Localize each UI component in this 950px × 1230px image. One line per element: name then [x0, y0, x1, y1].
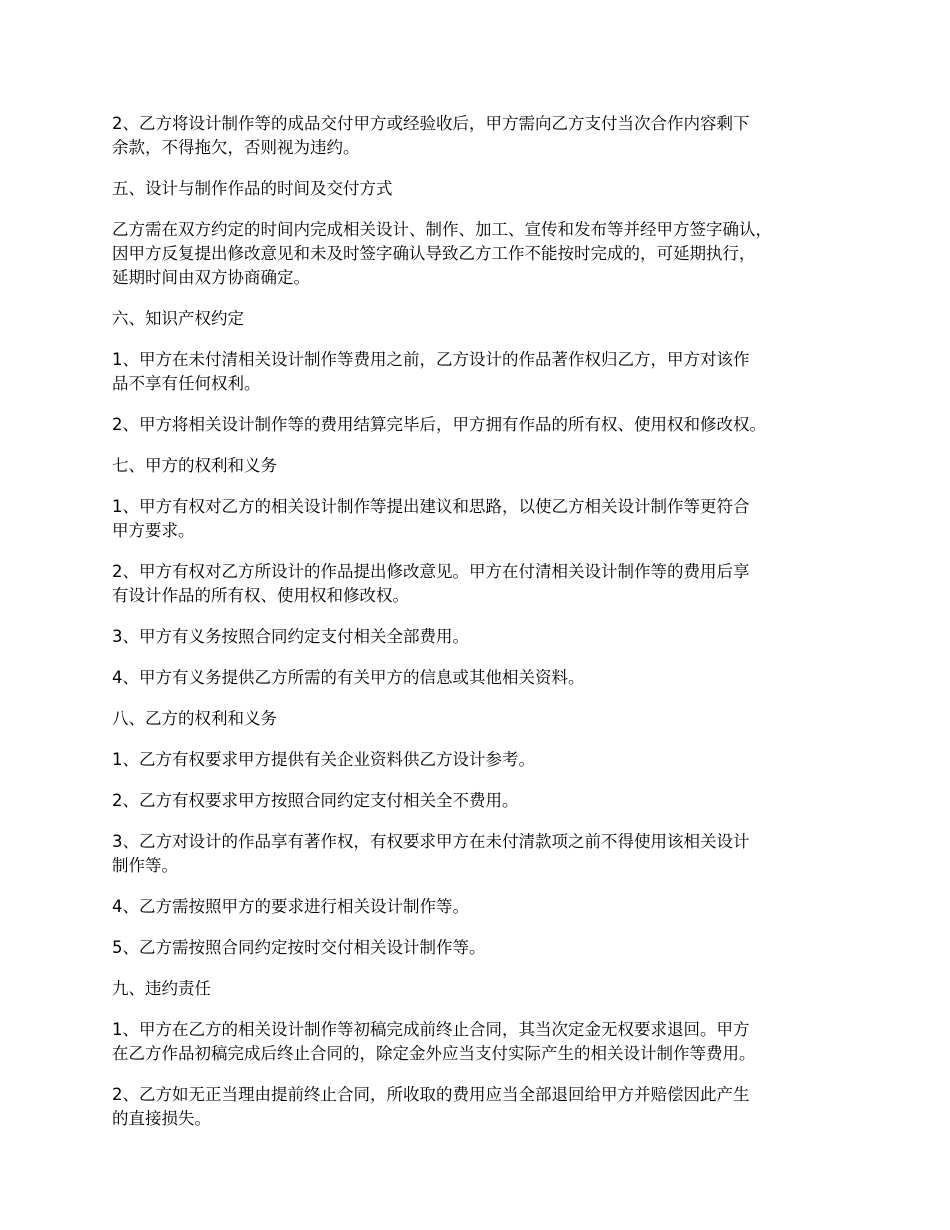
text-line: 有设计作品的所有权、使用权和修改权。	[112, 586, 409, 605]
text-line: 1、乙方有权要求甲方提供有关企业资料供乙方设计参考。	[112, 750, 535, 769]
text-line: 的直接损失。	[112, 1109, 211, 1128]
text-line: 因甲方反复提出修改意见和未及时签字确认导致乙方工作不能按时完成的，可延期执行，	[112, 244, 756, 263]
section-heading	[112, 454, 842, 478]
text-line: 1、甲方有权对乙方的相关设计制作等提出建议和思路，以使乙方相关设计制作等更符合	[112, 497, 750, 516]
text-line: 2、乙方有权要求甲方按照合同约定支付相关全不费用。	[112, 791, 519, 810]
text-line: 1、甲方在乙方的相关设计制作等初稿完成前终止合同，其当次定金无权要求退回。甲方	[112, 1020, 750, 1039]
text-line: 七、甲方的权利和义务	[112, 456, 277, 475]
text-line: 五、设计与制作作品的时间及交付方式	[112, 179, 393, 198]
paragraph	[112, 1018, 842, 1066]
text-line: 制作等。	[112, 856, 178, 875]
text-line: 余款，不得拖欠，否则视为违约。	[112, 138, 360, 157]
text-line: 延期时间由双方协商确定。	[112, 268, 310, 287]
document-body	[112, 112, 842, 1148]
text-line: 在乙方作品初稿完成后终止合同的，除定金外应当支付实际产生的相关设计制作等费用。	[112, 1044, 756, 1063]
text-line: 2、甲方将相关设计制作等的费用结算完毕后，甲方拥有作品的所有权、使用权和修改权。	[112, 415, 766, 434]
paragraph	[112, 789, 842, 813]
section-heading	[112, 977, 842, 1001]
text-line: 乙方需在双方约定的时间内完成相关设计、制作、加工、宣传和发布等并经甲方签字确认，	[112, 220, 772, 239]
paragraph	[112, 218, 842, 290]
text-line: 九、违约责任	[112, 979, 211, 998]
paragraph	[112, 936, 842, 960]
text-line: 5、乙方需按照合同约定按时交付相关设计制作等。	[112, 938, 486, 957]
paragraph	[112, 348, 842, 396]
paragraph	[112, 830, 842, 878]
section-heading	[112, 707, 842, 731]
paragraph	[112, 625, 842, 649]
paragraph	[112, 748, 842, 772]
paragraph	[112, 495, 842, 543]
paragraph	[112, 560, 842, 608]
section-heading	[112, 307, 842, 331]
text-line: 3、乙方对设计的作品享有著作权，有权要求甲方在未付清款项之前不得使用该相关设计	[112, 832, 750, 851]
text-line: 甲方要求。	[112, 521, 195, 540]
paragraph	[112, 1083, 842, 1131]
paragraph	[112, 112, 842, 160]
text-line: 品不享有任何权利。	[112, 374, 261, 393]
text-line: 3、甲方有义务按照合同约定支付相关全部费用。	[112, 627, 469, 646]
text-line: 2、甲方有权对乙方所设计的作品提出修改意见。甲方在付清相关设计制作等的费用后享	[112, 562, 750, 581]
text-line: 八、乙方的权利和义务	[112, 709, 277, 728]
text-line: 4、甲方有义务提供乙方所需的有关甲方的信息或其他相关资料。	[112, 668, 585, 687]
paragraph	[112, 666, 842, 690]
text-line: 1、甲方在未付清相关设计制作等费用之前，乙方设计的作品著作权归乙方，甲方对该作	[112, 350, 750, 369]
text-line: 六、知识产权约定	[112, 309, 244, 328]
text-line: 2、乙方如无正当理由提前终止合同，所收取的费用应当全部退回给甲方并赔偿因此产生	[112, 1085, 750, 1104]
section-heading	[112, 177, 842, 201]
text-line: 4、乙方需按照甲方的要求进行相关设计制作等。	[112, 897, 469, 916]
paragraph	[112, 413, 842, 437]
paragraph	[112, 895, 842, 919]
text-line: 2、乙方将设计制作等的成品交付甲方或经验收后，甲方需向乙方支付当次合作内容剩下	[112, 114, 750, 133]
